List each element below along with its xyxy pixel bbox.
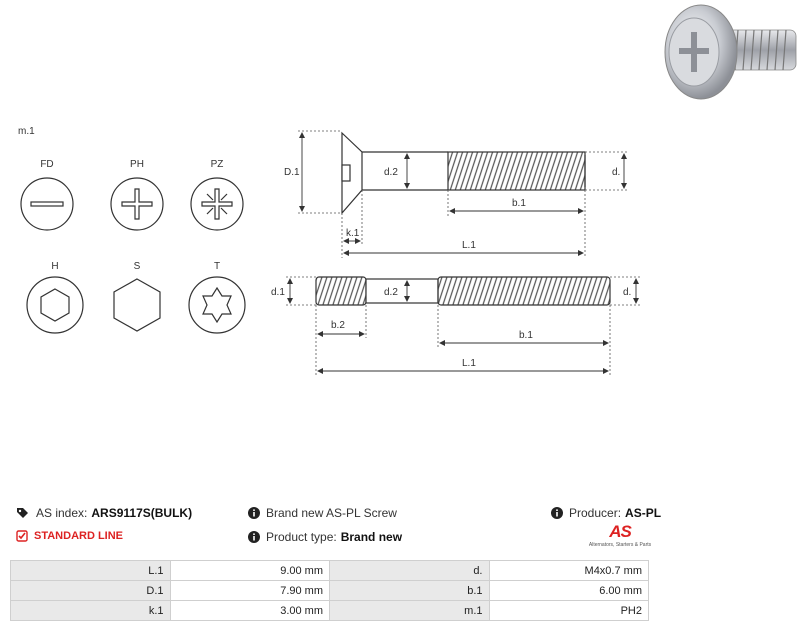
table-row	[11, 601, 649, 621]
logo-text: AS	[609, 522, 631, 541]
dim-label-D1: D.1	[284, 167, 300, 178]
producer-value: AS-PL	[625, 506, 662, 520]
stud-label-b1: b.1	[519, 330, 533, 341]
spec-key: L.1	[11, 561, 171, 581]
standard-line-label: STANDARD LINE	[34, 530, 124, 542]
as-index-label: AS index:	[36, 506, 88, 520]
dim-label-b1: b.1	[512, 198, 526, 209]
head-type-label-s: S	[133, 261, 141, 272]
spec-key: d.	[330, 561, 490, 581]
spec-table	[10, 560, 649, 621]
phillips-drive-icon	[111, 178, 163, 230]
stud-label-d1: d.1	[271, 287, 285, 298]
standard-line-badge	[16, 530, 123, 542]
product-type	[248, 530, 402, 544]
hex-head-icon	[114, 279, 160, 331]
info-icon	[248, 507, 260, 519]
spec-value: 3.00 mm	[170, 601, 330, 621]
product-type-value: Brand new	[340, 530, 403, 544]
spec-value: 6.00 mm	[489, 581, 649, 601]
dim-label-L1: L.1	[462, 240, 476, 251]
dim-label-d: d.	[612, 167, 621, 178]
as-index	[16, 506, 192, 520]
spec-key: k.1	[11, 601, 171, 621]
description-text: Brand new AS-PL Screw	[266, 506, 397, 520]
info-icon	[248, 531, 260, 543]
product-type-label: Product type:	[266, 530, 337, 544]
spec-key: D.1	[11, 581, 171, 601]
head-type-label-ph: PH	[130, 159, 144, 170]
spec-value: 7.90 mm	[170, 581, 330, 601]
spec-value: 9.00 mm	[170, 561, 330, 581]
spec-key: m.1	[330, 601, 490, 621]
producer-label: Producer:	[569, 506, 622, 520]
info-icon	[551, 507, 563, 519]
checkbox-checked-icon	[16, 530, 28, 542]
producer	[551, 506, 661, 520]
stud-side-view	[316, 277, 610, 305]
head-type-label-h: H	[51, 261, 59, 272]
spec-value: M4x0.7 mm	[489, 561, 649, 581]
stud-label-d2: d.2	[384, 287, 398, 298]
product-description	[248, 506, 397, 520]
stud-label-b2: b.2	[331, 320, 345, 331]
head-type-label-fd: FD	[40, 159, 54, 170]
pozidriv-drive-icon	[191, 178, 243, 230]
as-index-value: ARS9117S(BULK)	[91, 506, 193, 520]
head-type-label-pz: PZ	[210, 159, 224, 170]
spec-value: PH2	[489, 601, 649, 621]
table-row	[11, 581, 649, 601]
flat-slot-drive-icon	[21, 178, 73, 230]
hex-socket-drive-icon	[27, 277, 83, 333]
torx-drive-icon	[189, 277, 245, 333]
stud-label-L1: L.1	[462, 358, 476, 369]
tags-icon	[16, 507, 30, 519]
head-type-label-t: T	[213, 261, 221, 272]
dim-label-d2: d.2	[384, 167, 398, 178]
logo-subtext: Alternators, Starters & Parts	[588, 542, 652, 548]
stud-label-d: d.	[623, 287, 632, 298]
screw-side-view	[342, 133, 585, 213]
producer-logo	[588, 522, 652, 548]
spec-key: b.1	[330, 581, 490, 601]
variant-label: m.1	[18, 126, 35, 137]
table-row	[11, 561, 649, 581]
dim-label-k1: k.1	[346, 228, 360, 239]
product-photo	[665, 5, 796, 99]
